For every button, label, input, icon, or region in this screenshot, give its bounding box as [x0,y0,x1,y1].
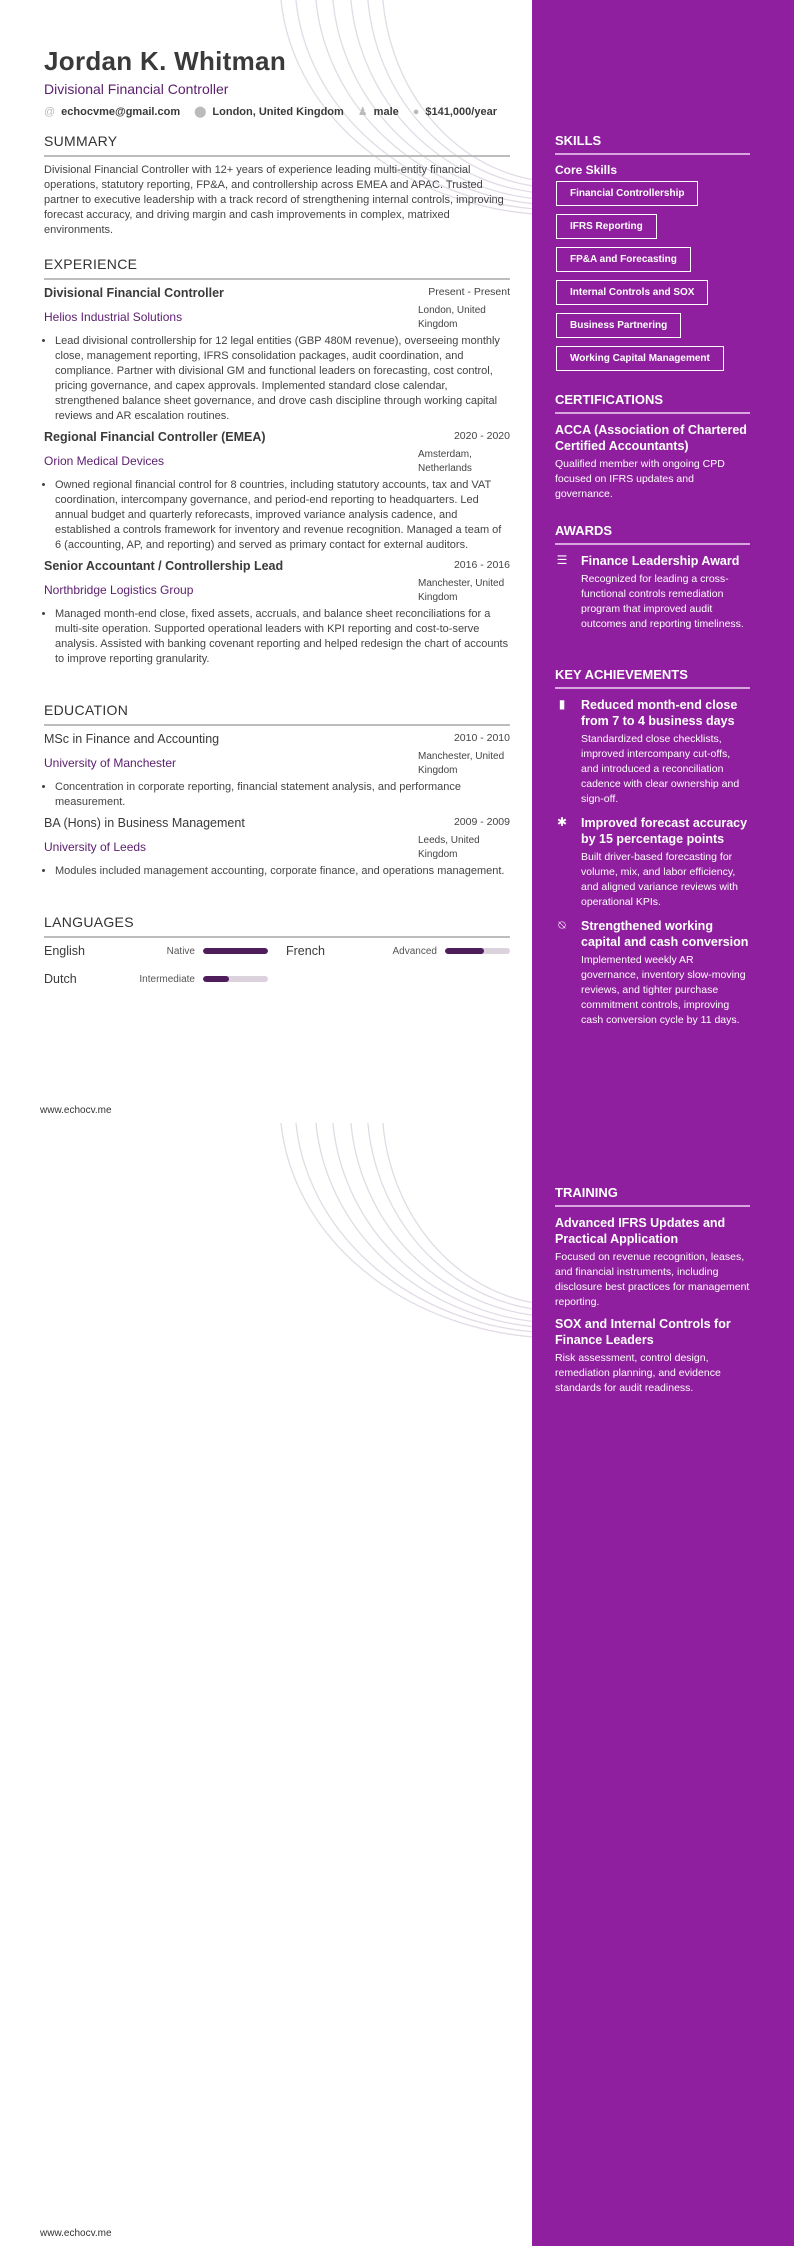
proficiency-bar [203,976,268,982]
company: Helios Industrial Solutions [44,310,183,324]
training-item: SOX and Internal Controls for Finance Leaders Risk assessment, control design, remediation planning, and evidence standards for audit readiness. [555,1317,731,1394]
job-location: Amsterdam, Netherlands [418,449,472,474]
training-section [555,1185,750,1396]
edu-bullet: • Modules included management accounting, corporate finance, and operations management. [55,864,510,879]
job-title: Divisional Financial Controller [44,286,224,300]
certification-title: ACCA (Association of Chartered Certified Accountants) [555,423,747,453]
education-item [44,816,510,879]
section-heading: TRAINING [555,1185,750,1207]
contact-salary: ● $141,000/year [412,105,497,118]
contact-gender: ♟ male [357,106,399,118]
achievement-item: ⍉ Strengthened working capital and cash conversion Implemented weekly AR governance, inventory slow-moving reviews, and tighter purchase commitment controls, improving cash conversion cycle by 11 days. [555,918,750,1028]
decorative-arcs [0,1123,532,1383]
edu-location: Leeds, United Kingdom [418,835,480,860]
skill-tag: Financial Controllership [556,181,698,206]
language-item: Dutch Intermediate [44,972,268,986]
job-title: Senior Accountant / Controllership Lead [44,559,284,573]
section-heading: EDUCATION [44,702,510,726]
footer-link[interactable]: www.echocv.me [40,1105,112,1116]
achievements-section [555,667,750,1036]
experience-item [44,286,510,424]
at-icon: @ [44,105,56,118]
languages-section [44,914,510,986]
header [44,46,510,118]
job-location: Manchester, United Kingdom [418,578,505,603]
edu-bullet: • Concentration in corporate reporting, financial statement analysis, and performance measurement. [55,780,510,810]
section-heading: SUMMARY [44,133,510,157]
job-dates: 2016 - 2016 [453,559,510,571]
money-icon: ● [412,105,420,118]
degree: BA (Hons) in Business Management [44,816,245,830]
certification-text: Qualified member with ongoing CPD focused on IFRS updates and governance. [555,458,725,500]
footer-link[interactable]: www.echocv.me [40,2228,112,2239]
location-pin-icon: ⬤ [194,106,207,118]
education-item [44,732,510,810]
contact-row [44,105,510,118]
bell-slash-icon: ⍉ [558,918,566,932]
achievement-item: ▮ Reduced month-end close from 7 to 4 business days Standardized close checklists, improved intercompany cut-offs, and introduced a reconciliation cadence with clear ownership and sign-off. [555,697,750,807]
section-heading: LANGUAGES [44,914,510,938]
skill-tag: IFRS Reporting [556,214,657,239]
school: University of Manchester [44,756,177,770]
bug-icon: ✱ [556,815,568,829]
skills-section [555,133,750,379]
proficiency-bar [203,948,268,954]
job-bullet: • Managed month-end close, fixed assets, accruals, and balance sheet reconciliations for a multi-site operation. Supported operational leaders with KPI reporting and cost-to-serve analysis. Assisted with banking covenant reporting and helped redesign the chart of accounts to improve reporting granularity. [55,607,510,667]
edu-dates: 2009 - 2009 [453,816,510,828]
section-heading: KEY ACHIEVEMENTS [555,667,750,689]
contact-location: ⬤ London, United Kingdom [194,106,344,118]
lines-icon: ☰ [556,553,568,567]
section-heading: SKILLS [555,133,750,155]
language-item: English Native [44,944,268,958]
summary-section [44,133,510,238]
section-heading: CERTIFICATIONS [555,392,750,414]
edu-dates: 2010 - 2010 [453,732,510,744]
proficiency-fill [203,976,229,982]
edu-location: Manchester, United Kingdom [418,751,505,776]
proficiency-fill [203,948,268,954]
certifications-section [555,392,750,502]
skill-tag: Working Capital Management [556,346,724,371]
skill-tag: Business Partnering [556,313,681,338]
school: University of Leeds [44,840,147,854]
job-bullet: • Owned regional financial control for 8 countries, including statutory accounts, tax and VAT coordination, intercompany governance, and period-end reporting to headquarters. Led annual budget and quarterly reforecasts, improved variance analysis cadence, and established a controls framework for inventory and revenue recognition. Managed a team of 6 (accounting, AP, and reporting) and served as primary contact for external auditors. [55,478,510,553]
file-icon: ▮ [558,697,566,711]
skill-tag: FP&A and Forecasting [556,247,691,272]
company: Northbridge Logistics Group [44,583,194,597]
proficiency-bar [445,948,510,954]
achievement-item: ✱ Improved forecast accuracy by 15 percentage points Built driver-based forecasting for volume, mix, and labor efficiency, and aligned variance reviews with operational KPIs. [556,815,748,908]
skills-subheading: Core Skills [555,163,618,177]
job-title: Regional Financial Controller (EMEA) [44,430,266,444]
award-item: ☰ Finance Leadership Award Recognized for leading a cross-functional controls remediation program that improved audit outcomes and reporting timeliness. [556,553,744,630]
skill-tag: Internal Controls and SOX [556,280,708,305]
experience-item [44,559,510,667]
candidate-name: Jordan K. Whitman [44,46,286,76]
education-section [44,702,510,885]
experience-item [44,430,510,553]
contact-email[interactable]: @ echocvme@gmail.com [44,105,181,118]
job-dates: 2020 - 2020 [453,430,510,442]
experience-section [44,256,510,673]
degree: MSc in Finance and Accounting [44,732,220,746]
job-dates: Present - Present [428,286,510,298]
job-bullet: • Lead divisional controllership for 12 legal entities (GBP 480M revenue), overseeing monthly close, management reporting, IFRS consolidation packages, audit coordination, and compliance. Partner with divisional GM and functional leaders on forecasting, cost control, pricing governance, and capex approvals. Implemented standard close calendar, strengthened balance sheet governance, and drove cash discipline through working capital reviews and AR escalation routines. [55,334,510,424]
company: Orion Medical Devices [44,454,165,468]
section-heading: AWARDS [555,523,750,545]
person-icon: ♟ [357,106,368,118]
section-heading: EXPERIENCE [44,256,510,280]
awards-section [555,523,750,640]
proficiency-fill [445,948,484,954]
summary-text: Divisional Financial Controller with 12+ years of experience leading multi-entity financial operations, statutory reporting, FP&A, and controllership across EMEA and APAC. Trusted partner to executive leadership with a track record of strengthening internal controls, improving forecast accuracy, and driving margin and cash improvements in complex, matrixed environments. [44,164,504,236]
training-item: Advanced IFRS Updates and Practical Application Focused on revenue recognition, leases, and financial instruments, including disclosure best practices for management reporting. [555,1216,750,1308]
job-location: London, United Kingdom [418,305,486,330]
job-title: Divisional Financial Controller [44,81,229,97]
language-item: French Advanced [286,944,510,958]
